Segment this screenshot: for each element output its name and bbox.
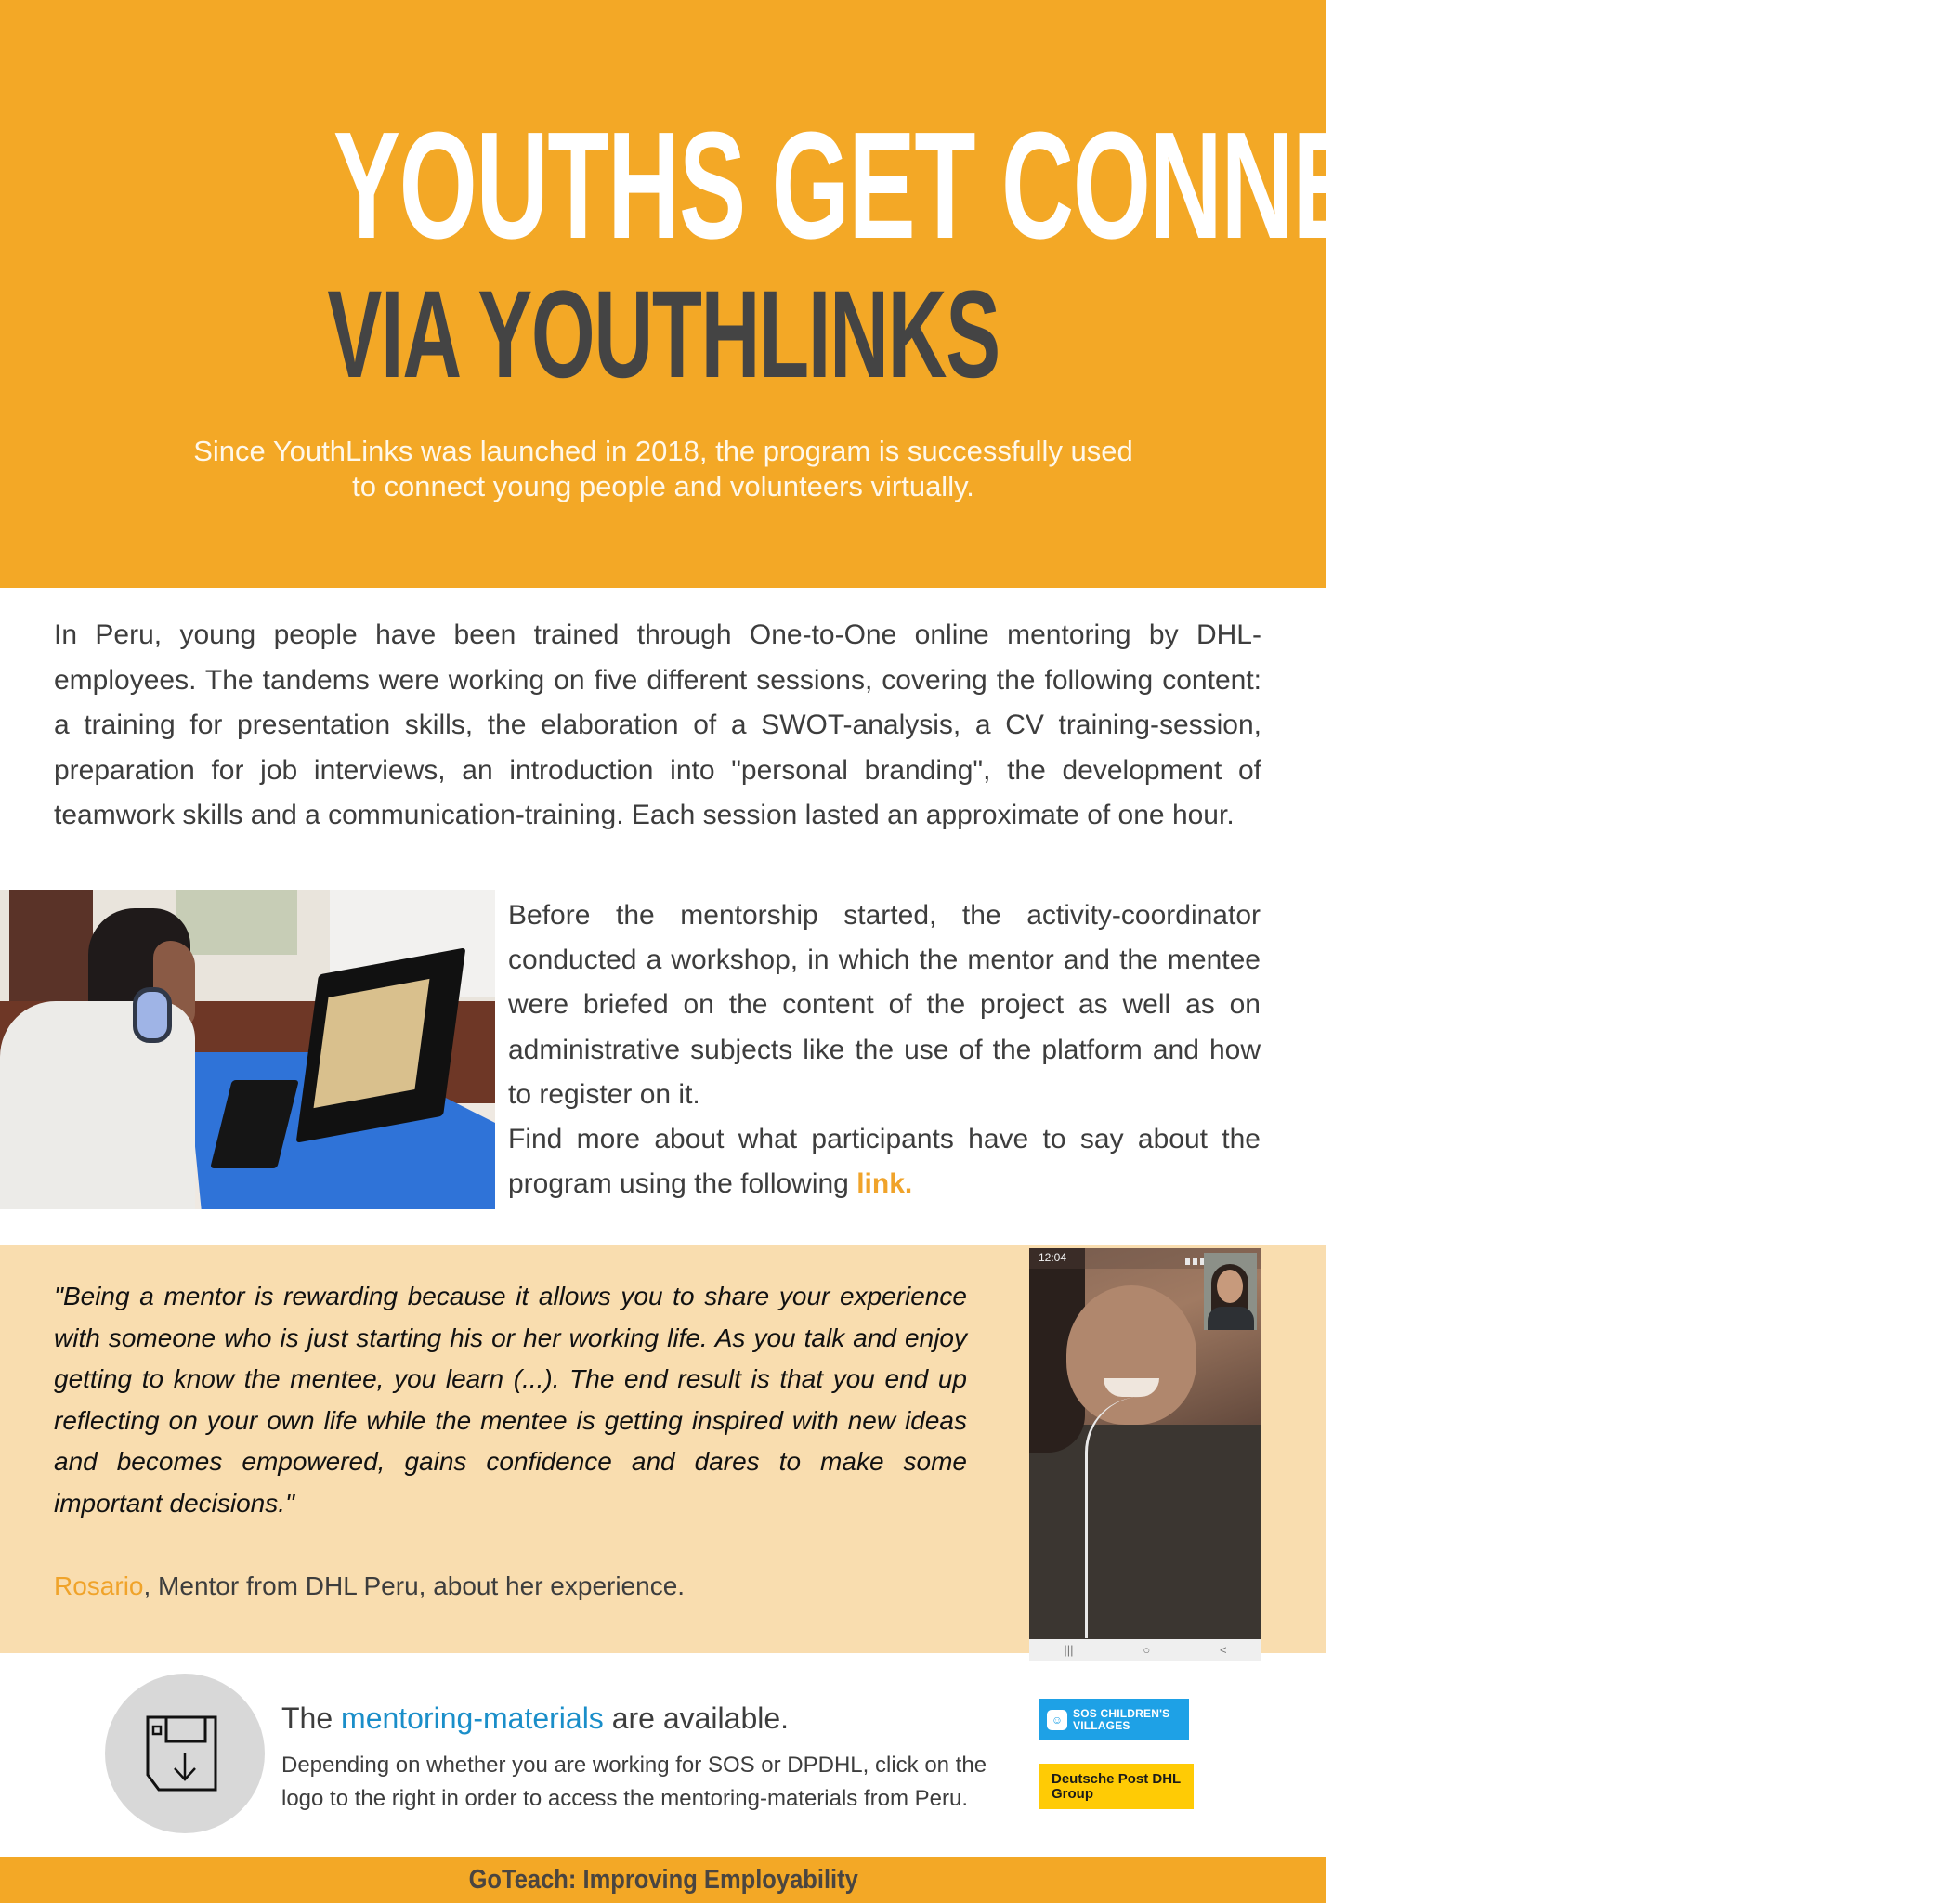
- testimonials-link[interactable]: link: [856, 1168, 905, 1200]
- back-icon: <: [1219, 1643, 1227, 1657]
- mentoring-materials-link[interactable]: mentoring-materials: [341, 1701, 604, 1735]
- footer-text: GoTeach: Improving Employability: [468, 1865, 858, 1895]
- quote-author: Rosario: [54, 1571, 144, 1600]
- intro-paragraph: In Peru, young people have been trained through One-to-One online mentoring by DHL-employees. The tandems were working on five different sessions, covering the following content: a training for presentation skills, the elaboration of a SWOT-analysis, a CV training-session, preparation for job interviews, an introduction into "personal branding", the development of teamwork skills and a communication-training. Each session lasted an approximate of one hour.: [54, 619, 1261, 830]
- quote-attribution: Rosario, Mentor from DHL Peru, about her experience.: [54, 1571, 686, 1600]
- materials-heading: The mentoring-materials are available.: [281, 1701, 790, 1735]
- sos-logo-line1: SOS CHILDREN'S: [1073, 1706, 1170, 1720]
- workshop-text: Before the mentorship started, the activity-coordinator conducted a workshop, in which the mentor and the mentee were briefed on the content of the project as well as on administrative subjects like the use of the platform and how to register on it.: [508, 900, 1261, 1110]
- subtitle-line2: to connect young people and volunteers virtually.: [352, 470, 974, 502]
- pip-video-thumbnail: [1204, 1253, 1257, 1330]
- page-title-line2: VIA YOUTHLINKS: [327, 266, 1000, 404]
- earphone-cord: [1085, 1397, 1153, 1638]
- home-icon: ○: [1143, 1643, 1151, 1657]
- deutsche-post-dhl-logo[interactable]: [1039, 1764, 1194, 1809]
- materials-desc-line2: logo to the right in order to access the mentoring-materials from Peru.: [281, 1786, 969, 1811]
- mentee-photo: [0, 890, 495, 1209]
- subtitle-line1: Since YouthLinks was launched in 2018, the program is successfully used: [193, 435, 1133, 467]
- status-time: 12:04: [1039, 1251, 1067, 1264]
- headphones: [133, 987, 172, 1043]
- materials-desc-line1: Depending on whether you are working for SOS or DPDHL, click on the: [281, 1753, 987, 1778]
- sos-children-icon: ☺: [1047, 1710, 1067, 1730]
- materials-description: [281, 1749, 1025, 1816]
- sos-childrens-villages-logo[interactable]: [1039, 1699, 1189, 1740]
- link-period: .: [904, 1168, 913, 1200]
- page-title-line1: YOUTHS GET CONNECTED: [333, 100, 1627, 270]
- floppy-download-icon: [146, 1715, 217, 1792]
- workshop-paragraph: [508, 893, 1261, 1206]
- page-subtitle: [149, 434, 1178, 504]
- sos-logo-line2: VILLAGES: [1073, 1718, 1130, 1732]
- find-more-text: Find more about what participants have to say about the program using the following link.: [508, 1124, 1261, 1200]
- dhl-logo-line2: Group: [1052, 1786, 1093, 1802]
- video-call-screenshot: [1029, 1248, 1261, 1661]
- recents-icon: |||: [1064, 1643, 1074, 1657]
- phone-nav-bar: [1029, 1639, 1261, 1661]
- dhl-logo-line1: Deutsche Post DHL: [1052, 1771, 1182, 1787]
- mentor-quote: "Being a mentor is rewarding because it allows you to share your experience with someone who is just starting his or her working life. As you talk and enjoy getting to know the mentee, you learn (...). The end result is that you end up reflecting on your own life while the mentee is getting inspired with new ideas and becomes empowered, gains confidence and dares to make some important decisions.": [54, 1282, 967, 1518]
